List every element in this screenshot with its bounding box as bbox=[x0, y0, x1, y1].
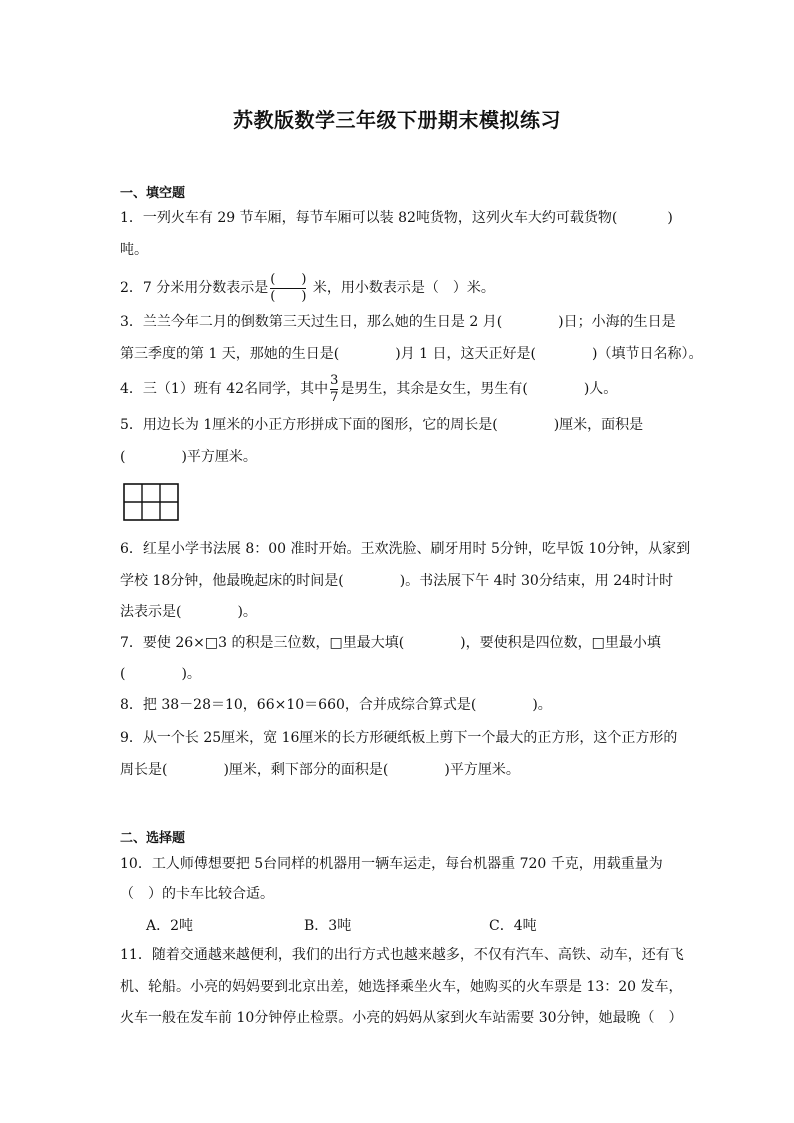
fraction bbox=[330, 374, 338, 405]
question-3-line-1: 3．兰兰今年二月的倒数第三天过生日，那么她的生日是 2 月( )日；小海的生日是 bbox=[120, 314, 676, 330]
question-4-text-a: 4．三（1）班有 42名同学，其中 bbox=[120, 381, 329, 397]
question-1-line-1 bbox=[120, 209, 673, 227]
square-grid-figure bbox=[123, 483, 179, 523]
page-title: 苏教版数学三年级下册期末模拟练习 bbox=[233, 108, 561, 132]
question-5-line-1: 5．用边长为 1厘米的小正方形拼成下面的图形，它的周长是( )厘米，面积是 bbox=[120, 417, 644, 433]
question-10-line-2: （ ）的卡车比较合适。 bbox=[120, 886, 274, 902]
fraction-numerator: ( ) bbox=[270, 271, 307, 287]
question-4-text-b: 是男生，其余是女生，男生有( )人。 bbox=[340, 381, 618, 397]
fraction-denominator: ( ) bbox=[270, 288, 307, 304]
question-4 bbox=[120, 372, 617, 406]
option-a[interactable]: A．2吨 bbox=[146, 918, 194, 934]
question-11-line-2: 机、轮船。小亮的妈妈要到北京出差，她选择乘坐火车，她购买的火车票是 13：20 发车， bbox=[120, 979, 683, 995]
question-5-line-2: ( )平方厘米。 bbox=[120, 449, 257, 465]
question-2-text-b: 米，用小数表示是（ ）米。 bbox=[308, 280, 495, 296]
question-2-text-a: 2．7 分米用分数表示是 bbox=[120, 280, 269, 296]
question-2 bbox=[120, 271, 495, 305]
question-6-line-3: 法表示是( )。 bbox=[120, 604, 257, 620]
bracket-close: ) bbox=[667, 210, 673, 226]
question-1-line-2: 吨。 bbox=[120, 242, 148, 258]
question-9-line-2: 周长是( )厘米，剩下部分的面积是( )平方厘米。 bbox=[120, 762, 520, 778]
question-9-line-1: 9．从一个长 25厘米，宽 16厘米的长方形硬纸板上剪下一个最大的正方形，这个正方形的 bbox=[120, 730, 678, 746]
section-fill-in-blanks-heading: 一、填空题 bbox=[120, 186, 186, 201]
question-11-line-3: 火车一般在发车前 10分钟停止检票。小亮的妈妈从家到火车站需要 30分钟，她最晚（ ） bbox=[120, 1010, 683, 1026]
fraction-blank[interactable] bbox=[270, 273, 306, 304]
question-10-line-1: 10．工人师傅想要把 5台同样的机器用一辆车运走，每台机器重 720 千克，用载重量为 bbox=[120, 856, 663, 872]
option-c[interactable]: C．4吨 bbox=[489, 918, 537, 934]
question-8: 8．把 38－28＝10，66×10＝660，合并成综合算式是( )。 bbox=[120, 697, 552, 713]
fraction-denominator: 7 bbox=[330, 389, 339, 405]
question-3-line-2: 第三季度的第 1 天，那她的生日是( )月 1 日，这天正好是( )（填节日名称）。 bbox=[120, 346, 703, 362]
section-multiple-choice-heading: 二、选择题 bbox=[120, 831, 186, 846]
question-1-text: 1．一列火车有 29 节车厢，每节车厢可以装 82吨货物，这列火车大约可载货物( bbox=[120, 210, 618, 226]
question-6-line-1: 6．红星小学书法展 8：00 准时开始。王欢洗脸、刷牙用时 5分钟，吃早饭 10分钟，从家到 bbox=[120, 541, 691, 557]
question-7-line-1: 7．要使 26×□3 的积是三位数，□里最大填( )，要使积是四位数，□里最小填 bbox=[120, 635, 661, 651]
option-b[interactable]: B．3吨 bbox=[304, 918, 352, 934]
fraction-numerator: 3 bbox=[330, 372, 339, 388]
question-7-line-2: ( )。 bbox=[120, 666, 201, 682]
question-6-line-2: 学校 18分钟，他最晚起床的时间是( )。书法展下午 4时 30分结束，用 24时计时 bbox=[120, 573, 674, 589]
question-11-line-1: 11．随着交通越来越便利，我们的出行方式也越来越多，不仅有汽车、高铁、动车，还有飞 bbox=[120, 947, 684, 963]
